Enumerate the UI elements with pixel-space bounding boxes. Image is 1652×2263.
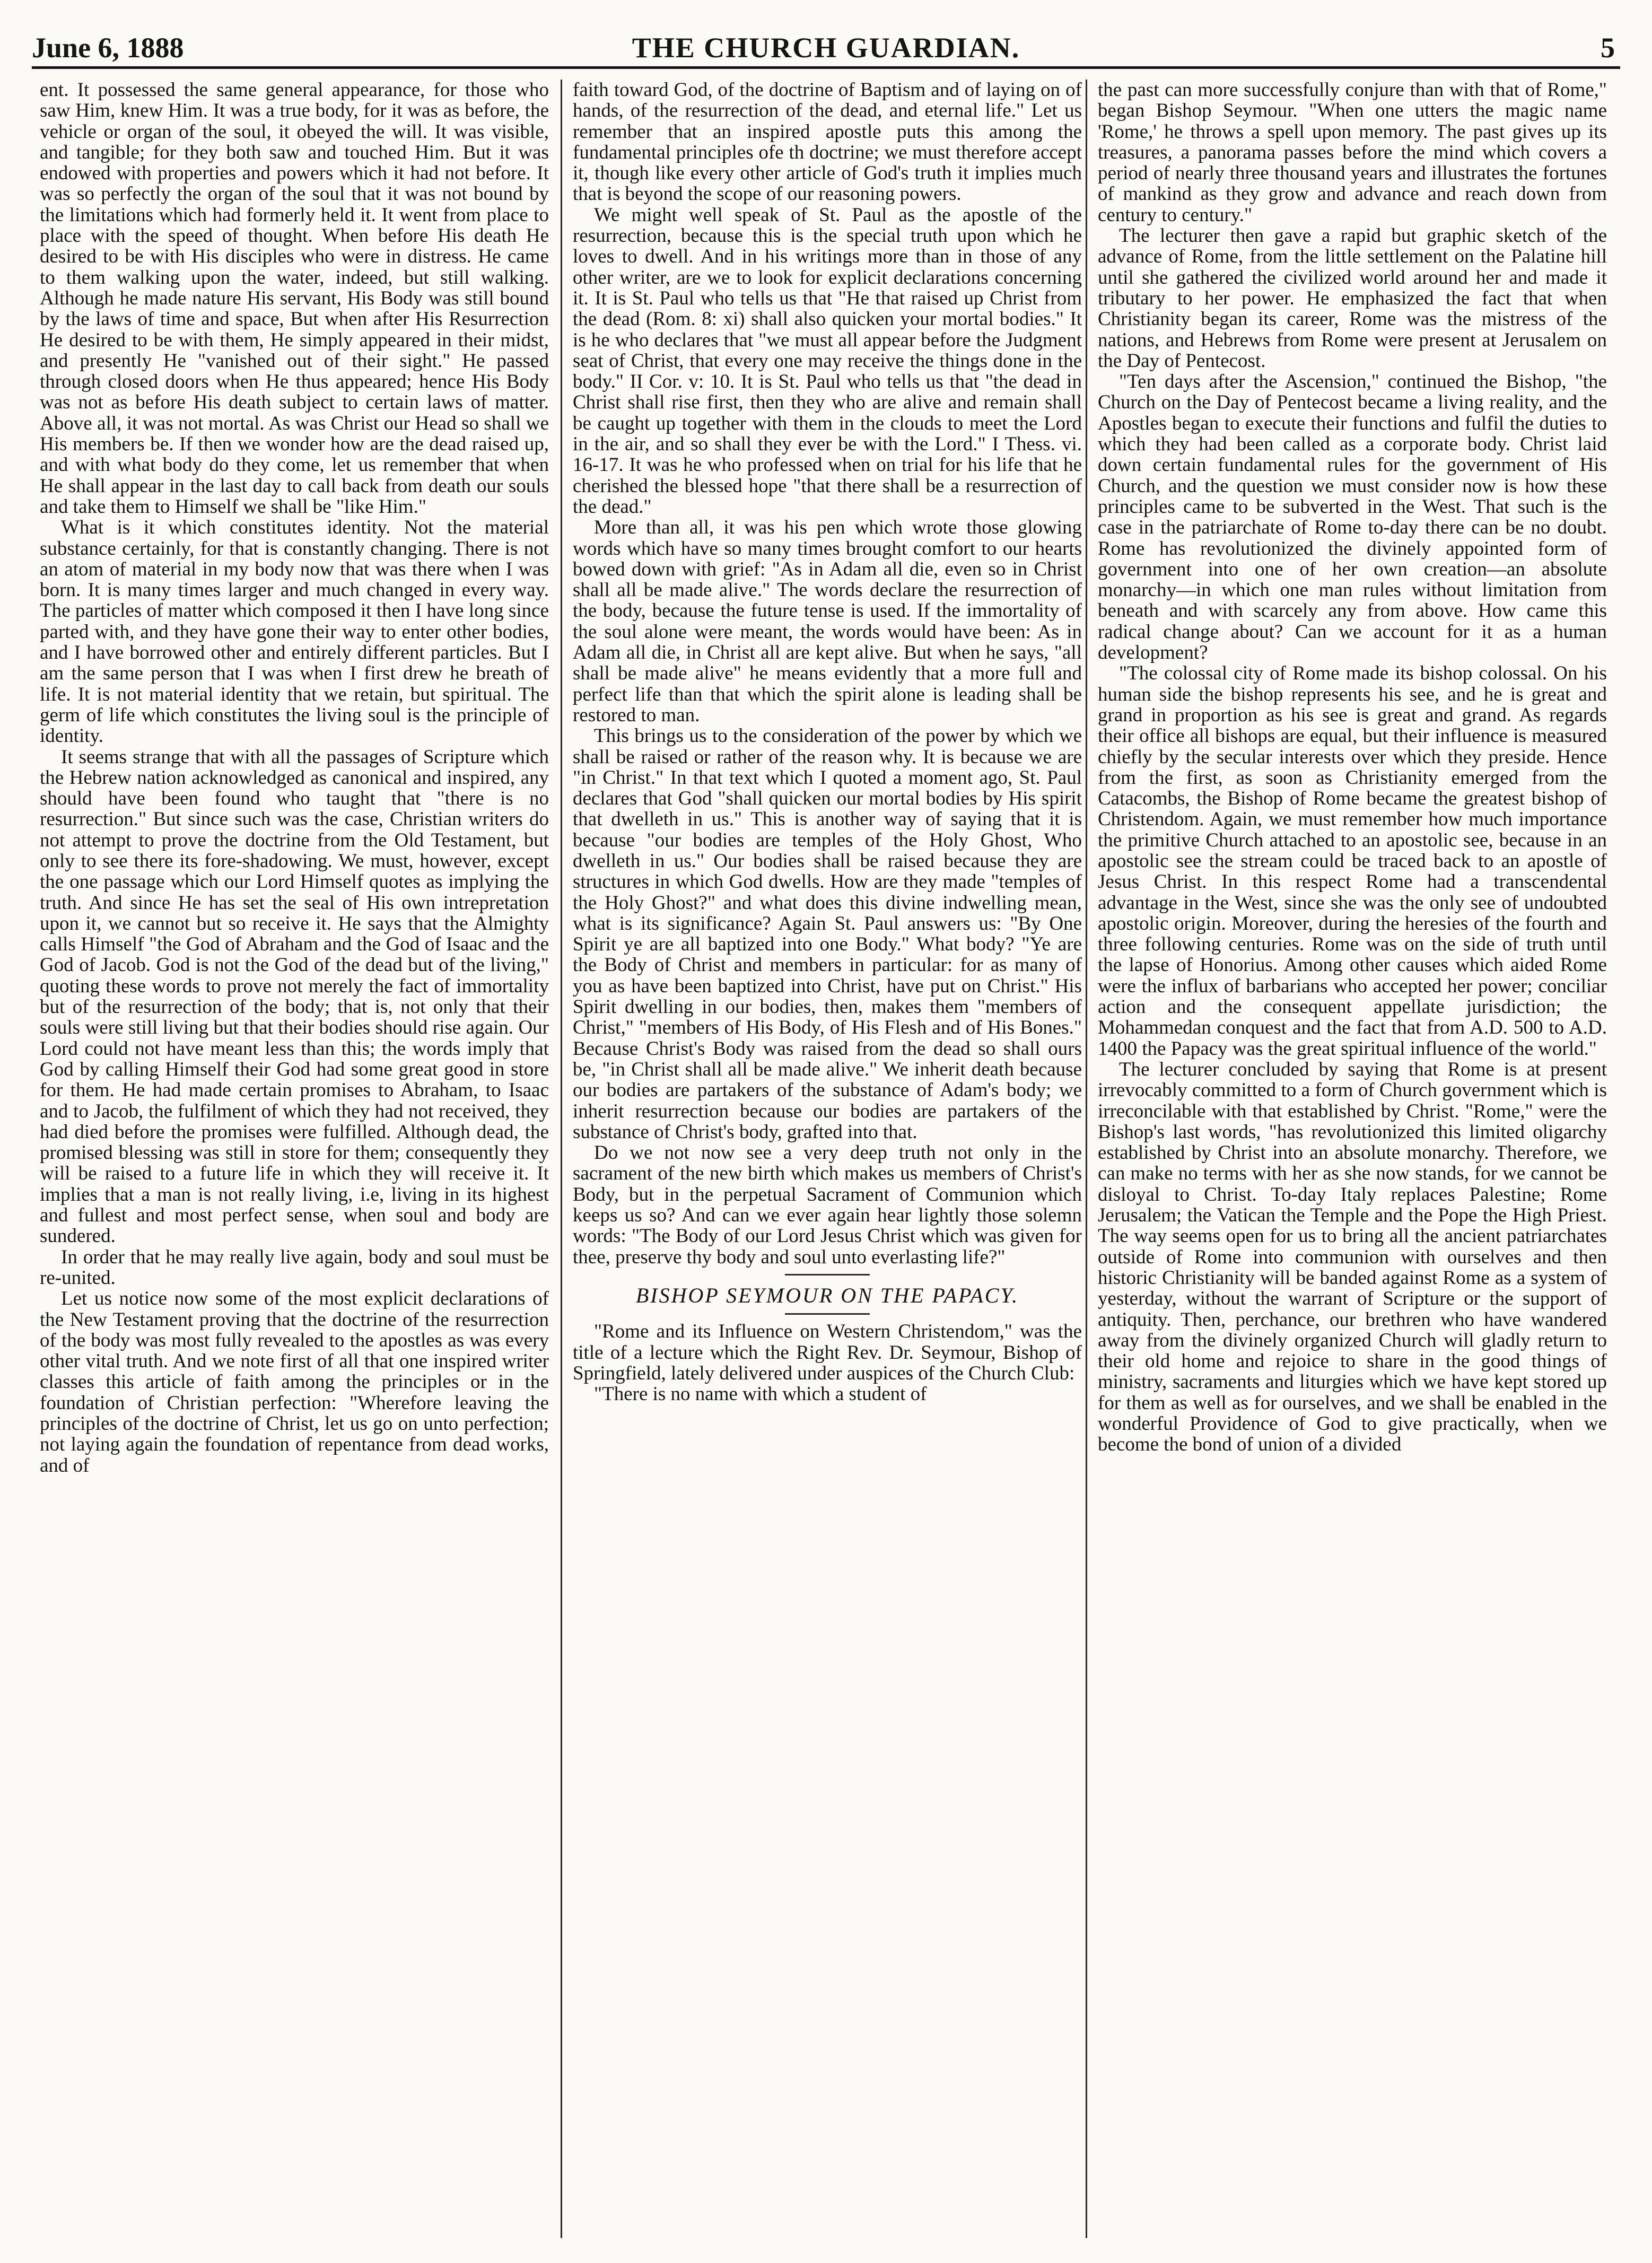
column-divider bbox=[561, 80, 562, 2238]
paragraph: This brings us to the consideration of the power by which we shall be raised or rather of the reason why. It is because we are "in Christ." In that text which I quoted a moment ago, St. Paul declares that God "shall quicken our mortal bodies by His spirit that dwelleth in us." This is another way of saying that it is because "our bodies are temples of the Holy Ghost, Who dwelleth in us." Our bodies shall be raised because they are structures in which God dwells. How are they made "temples of the Holy Ghost?" and what does this divine indwelling mean, what is its significance? Again St. Paul answers us: "By One Spirit ye are all baptized into one Body." What body? "Ye are the Body of Christ and members in particular: for as many of you as have been baptized into Christ, have put on Christ." His Spirit dwelling in our bodies, then, makes them "members of Christ," "members of His Body, of His Flesh and of His Bones." Because Christ's Body was raised from the dead so shall ours be, "in Christ shall all be made alive." We inherit death because our bodies are partakers of the substance of Adam's body; we inherit resurrection because our bodies are partakers of the substance of Christ's body, grafted into that. bbox=[573, 725, 1082, 1143]
paragraph: More than all, it was his pen which wrote those glowing words which have so many times brought comfort to our hearts bowed down with grief: "As in Adam all die, even so in Christ shall all be made alive." The words declare the resurrection of the body, because the future tense is used. If the immortality of the soul alone were meant, the words would have been: As in Adam all die, in Christ all are kept alive. But when he says, "all shall be made alive" he means evidently that a more full and perfect life than that which the spirit alone is leading shall be restored to man. bbox=[573, 517, 1082, 726]
paragraph: ent. It possessed the same general appearance, for those who saw Him, knew Him. It was a true body, for it was as before, the vehicle or organ of the soul, it obeyed the will. It was visible, and tangible; for they both saw and touched Him. But it was endowed with properties and powers which it had not before. It was so perfectly the organ of the soul that it was not bound by the limitations which had formerly held it. It went from place to place with the speed of thought. When before His death He desired to be with His disciples who were in distress. He came to them walking upon the water, indeed, but still walking. Although he made nature His servant, His Body was still bound by the laws of time and space, But when after His Resurrection He desired to be with them, He simply appeared in their midst, and presently He "vanished out of their sight." He passed through closed doors when He thus appeared; hence His Body was not as before His death subject to certain laws of matter. Above all, it was not mortal. As was Christ our Head so shall we His members be. If then we wonder how are the dead raised up, and with what body do they come, let us remember that when He shall appear in the last day to call back from death our souls and take them to Himself we shall be "like Him." bbox=[40, 80, 549, 518]
issue-date: June 6, 1888 bbox=[32, 32, 184, 64]
paragraph: It seems strange that with all the passages of Scripture which the Hebrew nation acknowledged as canonical and inspired, any should have been found who taught that "there is no resurrection." But since such was the case, Christian writers do not attempt to prove the doctrine from the Old Testament, but only to see there its fore-shadowing. We must, however, except the one passage which our Lord Himself quotes as implying the truth. And since He has set the seal of His own intrepretation upon it, we cannot but so receive it. He says that the Almighty calls Himself "the God of Abraham and the God of Isaac and the God of Jacob. God is not the God of the dead but of the living," quoting these words to prove not merely the fact of immortality but of the resurrection of the body; that is, not only that their souls were still living but that their bodies should rise again. Our Lord could not have meant less than this; the words imply that God by calling Himself their God had some great good in store for them. He had made certain promises to Abraham, to Isaac and to Jacob, the fulfilment of which they had not received, they had died before the promises were fulfilled. Although dead, the promised blessing was still in store for them; consequently they will be raised to a future life in which they will receive it. It implies that a man is not really living, i.e, living in its highest and fullest and most perfect sense, when soul and body are sundered. bbox=[40, 746, 549, 1247]
page-header bbox=[32, 29, 1620, 69]
paragraph: "There is no name with which a student of bbox=[594, 1383, 927, 1405]
paragraph: faith toward God, of the doctrine of Baptism and of laying on of hands, of the resurrection of the dead, and eternal life." Let us remember that an inspired apostle puts this among the fundamental principles ofe th doctrine; we must therefore accept it, though like every other article of God's truth it implies much that is beyond the scope of our reasoning powers. bbox=[573, 80, 1082, 205]
text-column-2 bbox=[573, 80, 1082, 2238]
paragraph: the past can more successfully conjure than with that of Rome," began Bishop Seymour. "When one utters the magic name 'Rome,' he throws a spell upon memory. The past gives up its treasures, a panorama passes before the mind which covers a period of nearly three thousand years and illustrates the fortunes of mankind as they grow and advance and reach down from century to century." bbox=[1098, 80, 1607, 226]
paragraph: The lecturer concluded by saying that Rome is at present irrevocably committed to a form of Church government which is irreconcilable with that established by Christ. "Rome," were the Bishop's last words, "has revolutionized this limited oligarchy established by Christ into an absolute monarchy. Therefore, we can make no terms with her as she now stands, for we cannot be disloyal to Christ. To-day Italy replaces Palestine; Rome Jerusalem; the Vatican the Temple and the Pope the High Priest. The way seems open for us to bring all the ancient patriarchates outside of Rome into communion with ourselves and then historic Christianity will be banded against Rome as a system of yesterday, without the warrant of Scripture or the support of antiquity. Then, perchance, our brethren who have wandered away from the divinely organized Church will gladly return to their old home and rejoice to share in the good things of ministry, sacraments and liturgies which we have kept stored up for them as well as for ourselves, and we shall be enabled in the wonderful Providence of God to give practically, when we become the bond of union of a divided bbox=[1098, 1058, 1607, 1456]
paragraph: Let us notice now some of the most explicit declarations of the New Testament proving that the doctrine of the resurrection of the body was most fully revealed to the apostles as was every other vital truth. And we note first of all that one inspired writer classes this article of faith among the principles or in the foundation of Christian perfection: "Wherefore leaving the principles of the doctrine of Christ, let us go on unto perfection; not laying again the foundation of repentance from dead works, and of bbox=[40, 1288, 549, 1476]
newspaper-title: THE CHURCH GUARDIAN. bbox=[632, 32, 1020, 64]
paragraph: What is it which constitutes identity. Not the material substance certainly, for that is constantly changing. There is not an atom of material in my body now that was there when I was born. It is many times larger and much changed in every way. The particles of matter which composed it then I have long since parted with, and they have gone their way to enter other bodies, and I have borrowed other and entirely different particles. But I am the same person that I was when I first drew he breath of life. It is not material identity that we retain, but spiritual. The germ of life which constitutes the living soul is the principle of identity. bbox=[40, 517, 549, 747]
section-divider bbox=[785, 1313, 870, 1315]
section-divider bbox=[785, 1274, 870, 1275]
paragraph: In order that he may really live again, body and soul must be re-united. bbox=[40, 1246, 549, 1289]
article-heading: BISHOP SEYMOUR ON THE PAPACY. bbox=[635, 1283, 1019, 1307]
page-number: 5 bbox=[1601, 32, 1615, 64]
paragraph: "The colossal city of Rome made its bishop colossal. On his human side the bishop represents his see, and he is great and grand in proportion as his see is great and grand. As regards their office all bishops are equal, but their influence is measured chiefly by the secular interests over which they preside. Hence from the first, as soon as Christianity emerged from the Catacombs, the Bishop of Rome became the greatest bishop of Christendom. Again, we must remember how much importance the primitive Church attached to an apostolic see, because in an apostolic see the stream could be traced back to an apostle of Jesus Christ. In this respect Rome had a transcendental advantage in the West, since she was the only see of undoubted apostolic origin. Moreover, during the heresies of the fourth and three following centuries. Rome was on the side of truth until the lapse of Honorius. Among other causes which aided Rome were the influx of barbarians who accepted her power; conciliar action and the consequent appellate jurisdiction; the Mohammedan conquest and the fact that from A.D. 500 to A.D. 1400 the Papacy was the great spiritual influence of the world." bbox=[1098, 662, 1607, 1060]
paragraph: We might well speak of St. Paul as the apostle of the resurrection, because this is the special truth upon which he loves to dwell. And in his writings more than in those of any other writer, are we to look for explicit declarations concerning it. It is St. Paul who tells us that "He that raised up Christ from the dead (Rom. 8: xi) shall also quicken your mortal bodies." It is he who declares that "we must all appear before the Judgment seat of Christ, that every one may receive the things done in the body." II Cor. v: 10. It is St. Paul who tells us that "the dead in Christ shall rise first, then they who are alive and remain shall be caught up together with them in the clouds to meet the Lord in the air, and so shall they ever be with the Lord." I Thess. vi. 16-17. It was he who professed when on trial for his life that he cherished the blessed hope "that there shall be a resurrection of the dead." bbox=[573, 204, 1082, 518]
paragraph: Do we not now see a very deep truth not only in the sacrament of the new birth which makes us members of Christ's Body, but in the perpetual Sacrament of Communion which keeps us so? And can we ever again hear lightly those solemn words: "The Body of our Lord Jesus Christ which was given for thee, preserve thy body and soul unto everlasting life?" bbox=[573, 1142, 1082, 1268]
text-column-1 bbox=[40, 80, 549, 2238]
column-divider bbox=[1086, 80, 1087, 2238]
paragraph: "Ten days after the Ascension," continued the Bishop, "the Church on the Day of Pentecost became a living reality, and the Apostles began to execute their functions and fulfil the duties to which they had been called as a corporate body. Christ laid down certain fundamental rules for the government of His Church, and the question we must consider now is how these principles came to be subverted in the West. That such is the case in the patriarchate of Rome to-day there can be no doubt. Rome has revolutionized the divinely appointed form of government into one of her own creation—an absolute monarchy—in which one man rules without limitation from beneath and with scarcely any from above. How came this radical change about? Can we account for it as a human development? bbox=[1098, 371, 1607, 664]
text-column-3 bbox=[1098, 80, 1607, 2238]
paragraph: The lecturer then gave a rapid but graphic sketch of the advance of Rome, from the little settlement on the Palatine hill until she gathered the civilized world around her and made it tributary to her power. He emphasized the fact that when Christianity began its career, Rome was the mistress of the nations, and Hebrews from Rome were present at Jerusalem on the Day of Pentecost. bbox=[1098, 225, 1607, 372]
paragraph: "Rome and its Influence on Western Christendom," was the title of a lecture which the Right Rev. Dr. Seymour, Bishop of Springfield, lately delivered under auspices of the Church Club: bbox=[573, 1321, 1082, 1384]
